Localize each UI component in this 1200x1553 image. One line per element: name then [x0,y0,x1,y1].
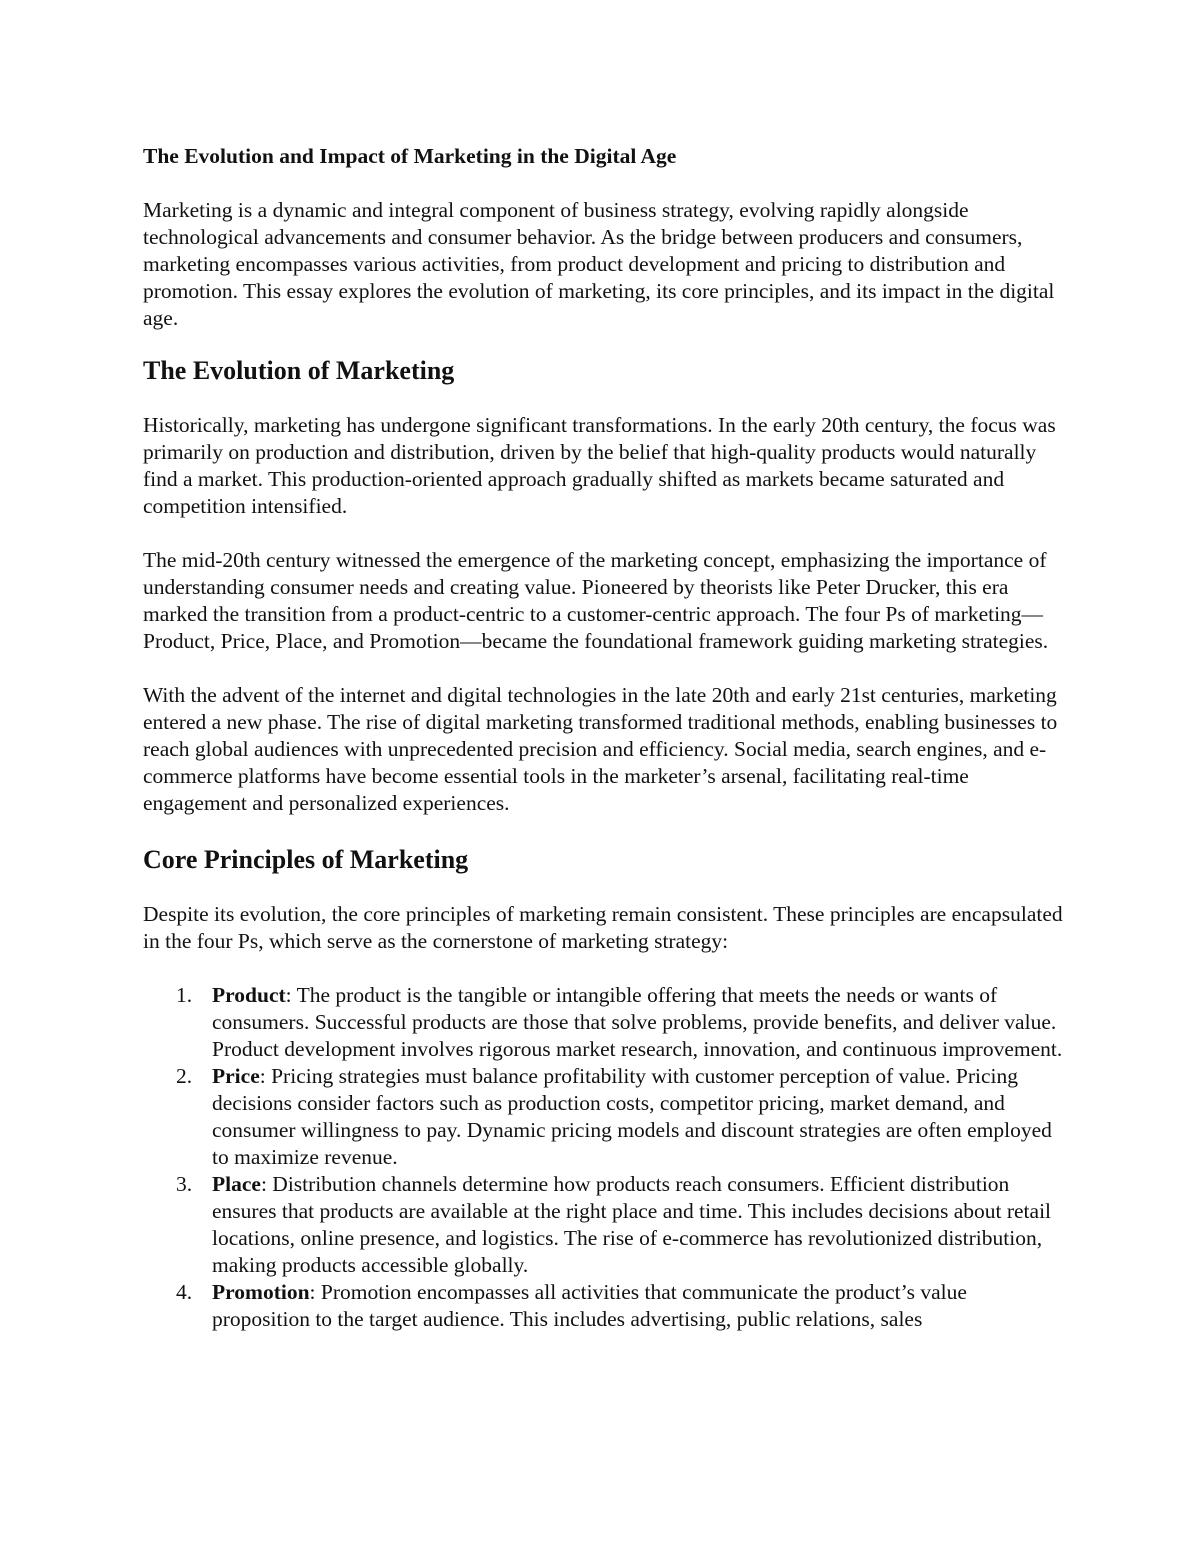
list-item-number: 2. [176,1064,193,1088]
list-item-term: Price [212,1064,260,1088]
evolution-paragraph-1: Historically, marketing has undergone significant transformations. In the early 20th century, the focus was primarily on production and distribution, driven by the belief that high-quality products would naturally find a market. This production-oriented approach gradually shifted as markets became saturated and competition intensified. [143,413,1056,518]
list-item-text: : Promotion encompasses all activities that communicate the product’s value proposition to the target audience. This includes advertising, public relations, sales [212,1280,967,1331]
list-item-number: 1. [176,983,193,1007]
section-heading-core-principles: Core Principles of Marketing [143,845,469,874]
evolution-paragraph-3: With the advent of the internet and digital technologies in the late 20th and early 21st centuries, marketing entered a new phase. The rise of digital marketing transformed traditional methods, enabling businesses to reach global audiences with unprecedented precision and efficiency. Social media, search engines, and e-commerce platforms have become essential tools in the marketer’s arsenal, facilitating real-time engagement and personalized experiences. [143,683,1058,815]
four-ps-list [143,982,1063,1333]
list-item-text: : Pricing strategies must balance profitability with customer perception of value. Pricing decisions consider factors such as production costs, competitor pricing, market demand, and consumer willingness to pay. Dynamic pricing models and discount strategies are often employed to maximize revenue. [212,1064,1052,1169]
list-item-term: Product [212,983,286,1007]
list-item-term: Place [212,1172,261,1196]
section-heading-evolution: The Evolution of Marketing [143,356,455,385]
document-title: The Evolution and Impact of Marketing in the Digital Age [143,144,677,168]
list-item [143,1279,1063,1333]
intro-paragraph: Marketing is a dynamic and integral component of business strategy, evolving rapidly alongside technological advancements and consumer behavior. As the bridge between producers and consumers, marketing encompasses various activities, from product development and pricing to distribution and promotion. This essay explores the evolution of marketing, its core principles, and its impact in the digital age. [143,198,1055,330]
list-item-text: : The product is the tangible or intangible offering that meets the needs or wants of consumers. Successful products are those that solve problems, provide benefits, and deliver value. Product development involves rigorous market research, innovation, and continuous improvement. [212,983,1063,1061]
list-item [143,1171,1063,1279]
list-item [143,1063,1063,1171]
list-item [143,982,1063,1063]
core-principles-paragraph: Despite its evolution, the core principles of marketing remain consistent. These principles are encapsulated in the four Ps, which serve as the cornerstone of marketing strategy: [143,902,1063,953]
evolution-paragraph-2: The mid-20th century witnessed the emergence of the marketing concept, emphasizing the importance of understanding consumer needs and creating value. Pioneered by theorists like Peter Drucker, this era marked the transition from a product-centric to a customer-centric approach. The four Ps of marketing—Product, Price, Place, and Promotion—became the foundational framework guiding marketing strategies. [143,548,1049,653]
list-item-term: Promotion [212,1280,310,1304]
list-item-number: 4. [176,1280,193,1304]
document-page [143,143,1063,1333]
list-item-number: 3. [176,1172,193,1196]
list-item-text: : Distribution channels determine how products reach consumers. Efficient distribution ensures that products are available at the right place and time. This includes decisions about retail locations, online presence, and logistics. The rise of e-commerce has revolutionized distribution, making products accessible globally. [212,1172,1052,1277]
